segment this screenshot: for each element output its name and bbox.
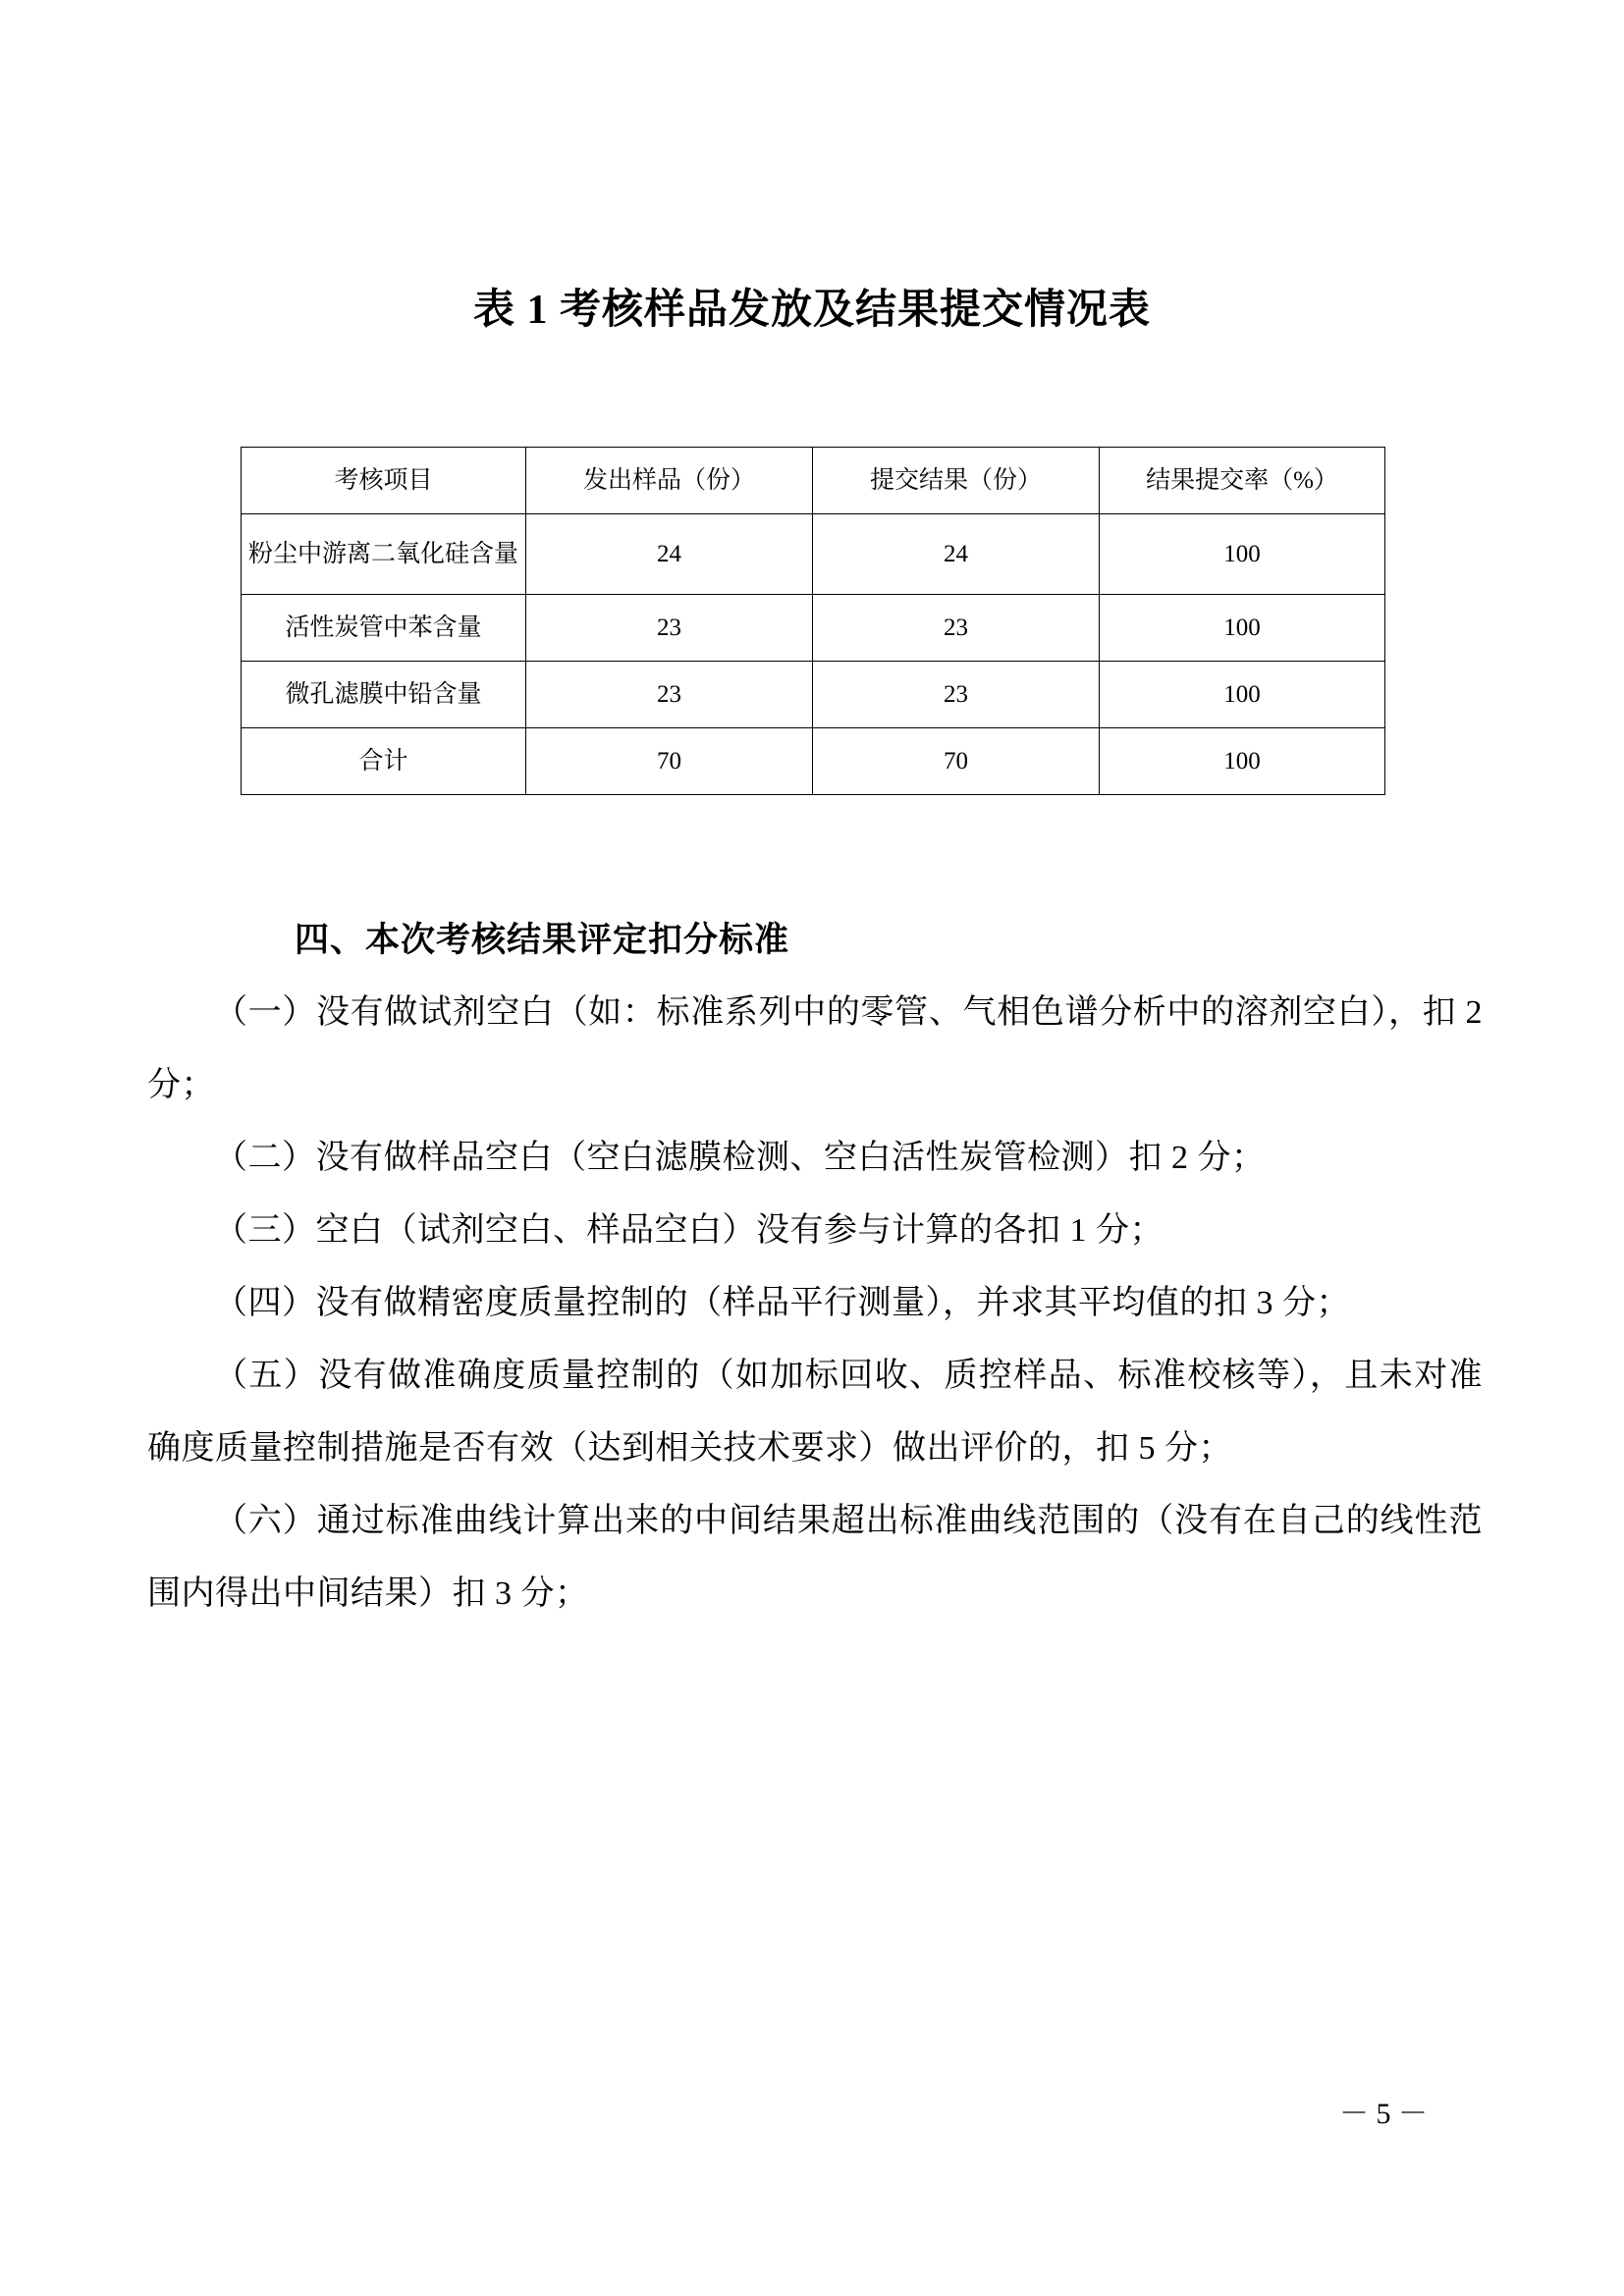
paragraph: （五）没有做准确度质量控制的（如加标回收、质控样品、标准校核等），且未对准确度质量控制措施是否有效（达到相关技术要求）做出评价的，扣 5 分； <box>147 1358 1483 1467</box>
paragraph: （二）没有做样品空白（空白滤膜检测、空白活性炭管检测）扣 2 分； <box>214 1140 1266 1176</box>
table-cell-sent: 70 <box>526 728 813 795</box>
table-cell-rate: 100 <box>1100 514 1385 595</box>
paragraph: （三）空白（试剂空白、样品空白）没有参与计算的各扣 1 分； <box>214 1212 1164 1249</box>
page-number: － 5 － <box>1339 2098 1428 2130</box>
table-row <box>242 595 1385 662</box>
table-cell-item: 活性炭管中苯含量 <box>242 595 526 662</box>
table-cell-rate: 100 <box>1100 595 1385 662</box>
table-cell-rate: 100 <box>1100 662 1385 728</box>
table-row <box>242 514 1385 595</box>
table-header-row <box>242 448 1385 514</box>
table-cell-submitted: 23 <box>813 595 1100 662</box>
table-header-cell: 考核项目 <box>242 448 526 514</box>
sample-distribution-table <box>241 447 1385 795</box>
table-cell-item: 粉尘中游离二氧化硅含量 <box>242 514 526 595</box>
paragraph: （一）没有做试剂空白（如：标准系列中的零管、气相色谱分析中的溶剂空白），扣 2 分； <box>147 994 1483 1103</box>
table-row-total <box>242 728 1385 795</box>
table-cell-item: 微孔滤膜中铅含量 <box>242 662 526 728</box>
table-cell-rate: 100 <box>1100 728 1385 795</box>
table-cell-submitted: 70 <box>813 728 1100 795</box>
paragraph: （六）通过标准曲线计算出来的中间结果超出标准曲线范围的（没有在自己的线性范围内得出中间结果）扣 3 分； <box>147 1503 1483 1612</box>
section-body <box>147 977 1483 1630</box>
table-header-cell: 发出样品（份） <box>526 448 813 514</box>
table-cell-submitted: 24 <box>813 514 1100 595</box>
table-row <box>242 662 1385 728</box>
table-cell-item: 合计 <box>242 728 526 795</box>
page-title: 表 1 考核样品发放及结果提交情况表 <box>472 288 1151 333</box>
section-heading: 四、本次考核结果评定扣分标准 <box>295 921 790 959</box>
table-cell-submitted: 23 <box>813 662 1100 728</box>
table-cell-sent: 24 <box>526 514 813 595</box>
table-cell-sent: 23 <box>526 595 813 662</box>
paragraph: （四）没有做精密度质量控制的（样品平行测量），并求其平均值的扣 3 分； <box>214 1285 1350 1321</box>
table-cell-sent: 23 <box>526 662 813 728</box>
table-header-cell: 提交结果（份） <box>813 448 1100 514</box>
table-header-cell: 结果提交率（%） <box>1100 448 1385 514</box>
